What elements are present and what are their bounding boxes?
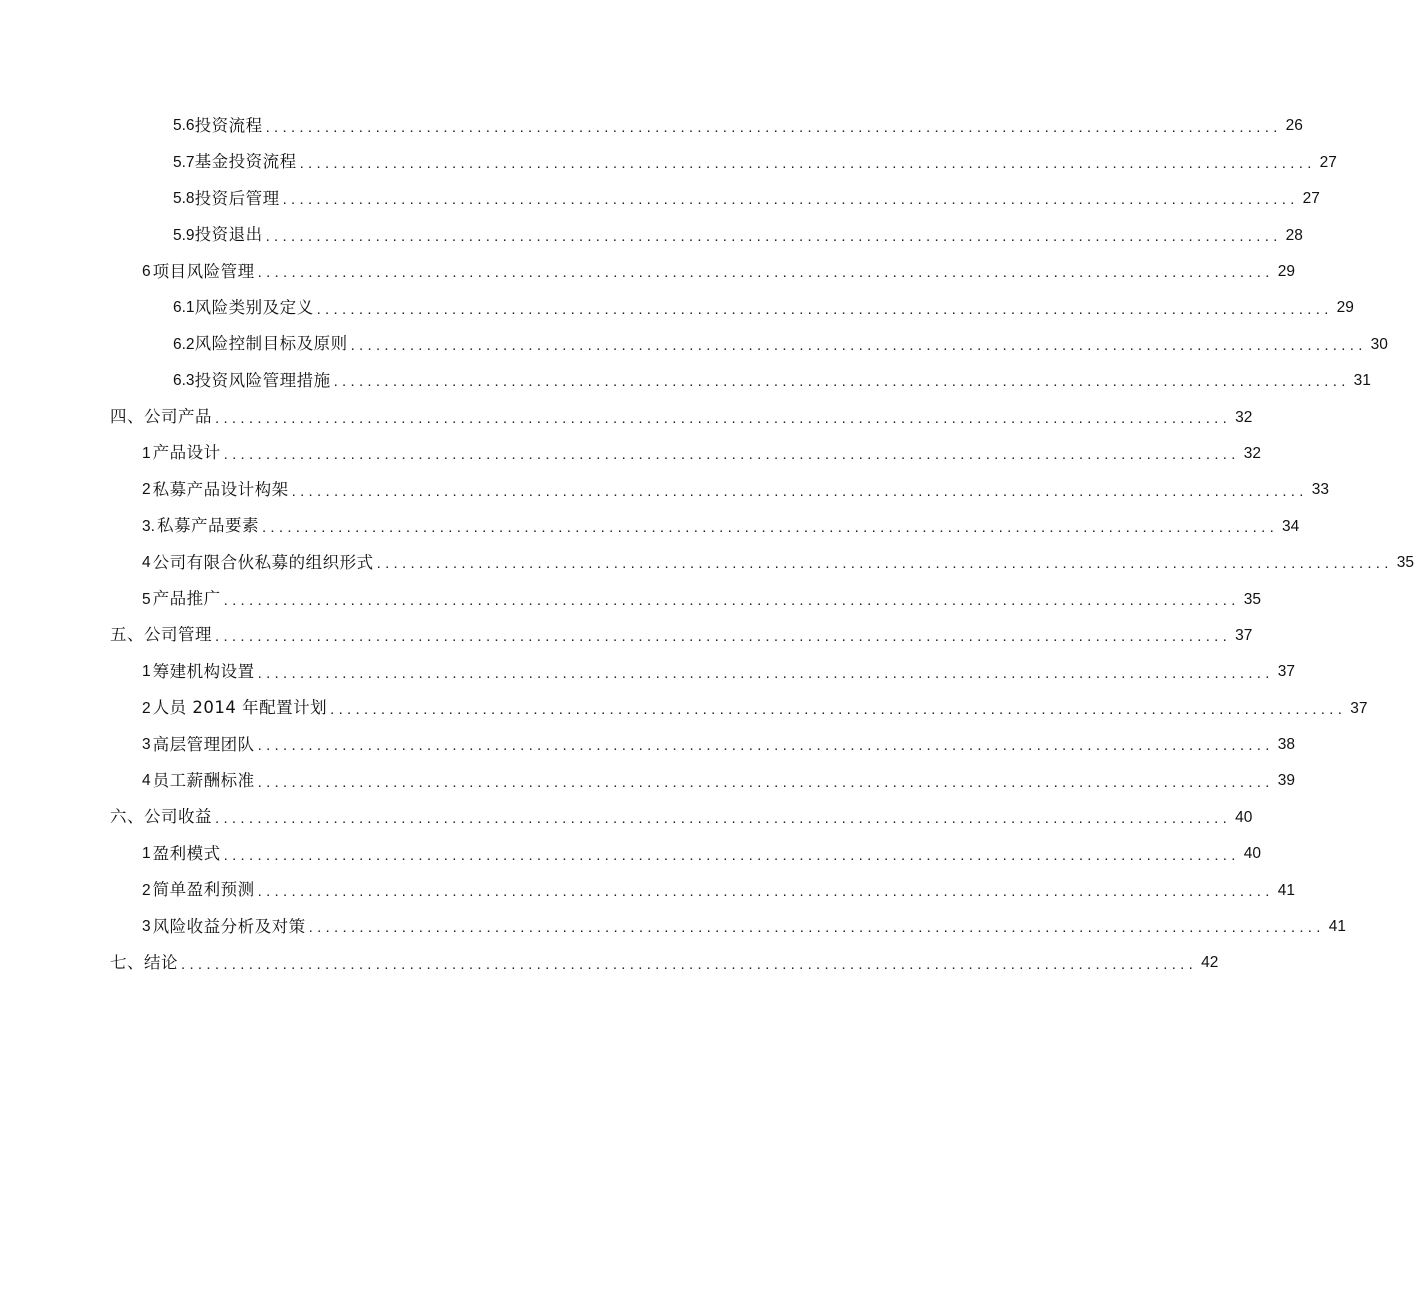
toc-entry-number: 5 <box>142 590 151 608</box>
toc-entry[interactable] <box>0 508 1300 544</box>
toc-page-number: 34 <box>1282 517 1300 535</box>
toc-dot-leader: ........................................................................................................................ <box>215 409 1232 427</box>
toc-page-number: 27 <box>1302 190 1320 208</box>
toc-entry-number: 1 <box>142 845 151 863</box>
toc-chapter-entry[interactable] <box>0 399 1253 435</box>
toc-entry[interactable] <box>0 363 1371 399</box>
toc-entry-title: 公司有限合伙私募的组织形式 <box>152 552 374 572</box>
toc-entry[interactable] <box>0 836 1261 872</box>
toc-entry-number: 6.2 <box>173 335 195 353</box>
toc-dot-leader: ........................................................................................................................ <box>330 700 1347 718</box>
toc-entry-number: 2 <box>142 881 151 899</box>
toc-chapter-entry[interactable] <box>0 799 1253 835</box>
toc-entry-number: 2 <box>142 481 151 499</box>
toc-entry[interactable] <box>0 108 1303 144</box>
toc-entry[interactable] <box>0 217 1303 253</box>
toc-entry-title: 私募产品要素 <box>156 516 259 536</box>
toc-dot-leader: ........................................................................................................................ <box>308 919 1325 937</box>
toc-page-number: 39 <box>1277 772 1295 790</box>
toc-page-number: 40 <box>1243 845 1261 863</box>
toc-entry[interactable] <box>0 727 1295 763</box>
toc-dot-leader: ........................................................................................................................ <box>265 118 1282 136</box>
toc-entry-number: 5.8 <box>173 190 195 208</box>
toc-entry-title: 筹建机构设置 <box>152 661 255 681</box>
toc-dot-leader: ........................................................................................................................ <box>181 955 1198 973</box>
toc-dot-leader: ........................................................................................................................ <box>299 155 1316 173</box>
toc-entry-title: 产品设计 <box>152 443 221 463</box>
toc-entry-title: 盈利模式 <box>152 843 221 863</box>
toc-page-number: 42 <box>1201 954 1219 972</box>
toc-entry-title: 项目风险管理 <box>152 261 255 281</box>
toc-page-number: 38 <box>1277 736 1295 754</box>
toc-dot-leader: ........................................................................................................................ <box>257 882 1274 900</box>
toc-entry[interactable] <box>0 326 1388 362</box>
toc-page-number: 35 <box>1243 590 1261 608</box>
toc-entry-title: 投资退出 <box>194 225 263 245</box>
toc-page-number: 29 <box>1277 263 1295 280</box>
toc-dot-leader: ........................................................................................................................ <box>350 337 1367 355</box>
toc-entry-number: 6.3 <box>173 372 195 390</box>
toc-dot-leader: ........................................................................................................................ <box>223 446 1240 464</box>
toc-page-number: 33 <box>1311 481 1329 499</box>
toc-dot-leader: ........................................................................................................................ <box>257 737 1274 755</box>
toc-entry[interactable] <box>0 690 1368 726</box>
toc-dot-leader: ........................................................................................................................ <box>257 773 1274 791</box>
toc-chapter-entry[interactable] <box>0 945 1219 981</box>
toc-dot-leader: ........................................................................................................................ <box>215 628 1232 646</box>
toc-entry-title: 风险控制目标及原则 <box>194 334 348 354</box>
toc-entry[interactable] <box>0 472 1329 508</box>
toc-entry-number: 1 <box>142 663 151 681</box>
toc-dot-leader: ........................................................................................................................ <box>223 591 1240 609</box>
toc-entry[interactable] <box>0 763 1295 799</box>
toc-entry-title: 基金投资流程 <box>194 152 297 172</box>
toc-entry-number: 2 <box>142 699 151 717</box>
toc-entry[interactable] <box>0 654 1295 690</box>
toc-entry-number: 4 <box>142 772 151 790</box>
toc-dot-leader: ........................................................................................................................ <box>265 227 1282 245</box>
toc-page-number: 37 <box>1350 699 1368 717</box>
toc-entry-title: 员工薪酬标准 <box>152 770 255 790</box>
toc-entry-number: 5.9 <box>173 226 195 244</box>
toc-entry-number: 5.6 <box>173 117 195 135</box>
toc-page-number: 30 <box>1370 335 1388 353</box>
toc-entry-title: 投资风险管理措施 <box>194 370 331 390</box>
toc-entry[interactable] <box>0 545 1414 581</box>
toc-entry-title: 投资后管理 <box>194 188 280 208</box>
toc-page-number: 26 <box>1285 117 1303 135</box>
toc-entry[interactable] <box>0 254 1295 290</box>
toc-page-number: 27 <box>1319 153 1337 171</box>
toc-page-number: 32 <box>1243 444 1261 462</box>
toc-dot-leader: ........................................................................................................................ <box>291 482 1308 500</box>
toc-dot-leader: ........................................................................................................................ <box>257 664 1274 682</box>
table-of-contents <box>0 108 1414 981</box>
toc-entry-title: 五、公司管理 <box>110 625 212 645</box>
toc-page-number: 29 <box>1336 299 1354 317</box>
toc-entry[interactable] <box>0 290 1354 326</box>
toc-page-number: 28 <box>1285 226 1303 244</box>
toc-chapter-entry[interactable] <box>0 617 1253 653</box>
toc-entry-number: 6 <box>142 263 151 280</box>
toc-dot-leader: ........................................................................................................................ <box>261 518 1279 536</box>
toc-page-number: 40 <box>1235 808 1253 826</box>
toc-dot-leader: ........................................................................................................................ <box>282 191 1299 209</box>
toc-entry-title: 私募产品设计构架 <box>152 479 289 499</box>
toc-entry-title: 投资流程 <box>194 115 263 135</box>
toc-entry[interactable] <box>0 872 1295 908</box>
toc-page-number: 41 <box>1277 881 1295 899</box>
toc-entry-title: 简单盈利预测 <box>152 880 255 900</box>
toc-entry-number: 1 <box>142 444 151 462</box>
toc-page-number: 41 <box>1328 918 1346 936</box>
toc-entry-title: 风险类别及定义 <box>194 297 314 317</box>
toc-entry[interactable] <box>0 581 1261 617</box>
toc-entry-number: 4 <box>142 554 151 572</box>
toc-page-number: 31 <box>1353 372 1371 390</box>
toc-entry-number: 3. <box>142 517 155 535</box>
toc-entry[interactable] <box>0 181 1320 217</box>
toc-entry-number: 3 <box>142 918 151 936</box>
toc-entry-number: 5.7 <box>173 153 195 171</box>
toc-page-number: 37 <box>1277 663 1295 681</box>
toc-dot-leader: ........................................................................................................................ <box>376 555 1393 573</box>
toc-entry-title: 产品推广 <box>152 589 221 609</box>
toc-dot-leader: ........................................................................................................................ <box>316 300 1333 318</box>
toc-page-number: 35 <box>1396 554 1414 572</box>
toc-entry-title: 风险收益分析及对策 <box>152 916 306 936</box>
toc-dot-leader: ........................................................................................................................ <box>223 846 1240 864</box>
toc-entry-number: 6.1 <box>173 299 195 317</box>
toc-entry[interactable] <box>0 909 1346 945</box>
toc-entry-title: 人员 2014 年配置计划 <box>152 698 328 718</box>
toc-entry[interactable] <box>0 144 1337 180</box>
toc-entry-title: 高层管理团队 <box>152 734 255 754</box>
toc-dot-leader: ........................................................................................................................ <box>215 810 1232 828</box>
toc-entry-title: 六、公司收益 <box>110 807 212 827</box>
toc-entry-title: 七、结论 <box>110 952 178 972</box>
toc-entry-number: 3 <box>142 736 151 754</box>
toc-page-number: 37 <box>1235 626 1253 644</box>
toc-entry-title: 四、公司产品 <box>110 407 212 427</box>
toc-dot-leader: ........................................................................................................................ <box>333 373 1350 391</box>
toc-page-number: 32 <box>1235 408 1253 426</box>
toc-dot-leader: ........................................................................................................................ <box>257 264 1274 282</box>
toc-entry[interactable] <box>0 436 1261 472</box>
